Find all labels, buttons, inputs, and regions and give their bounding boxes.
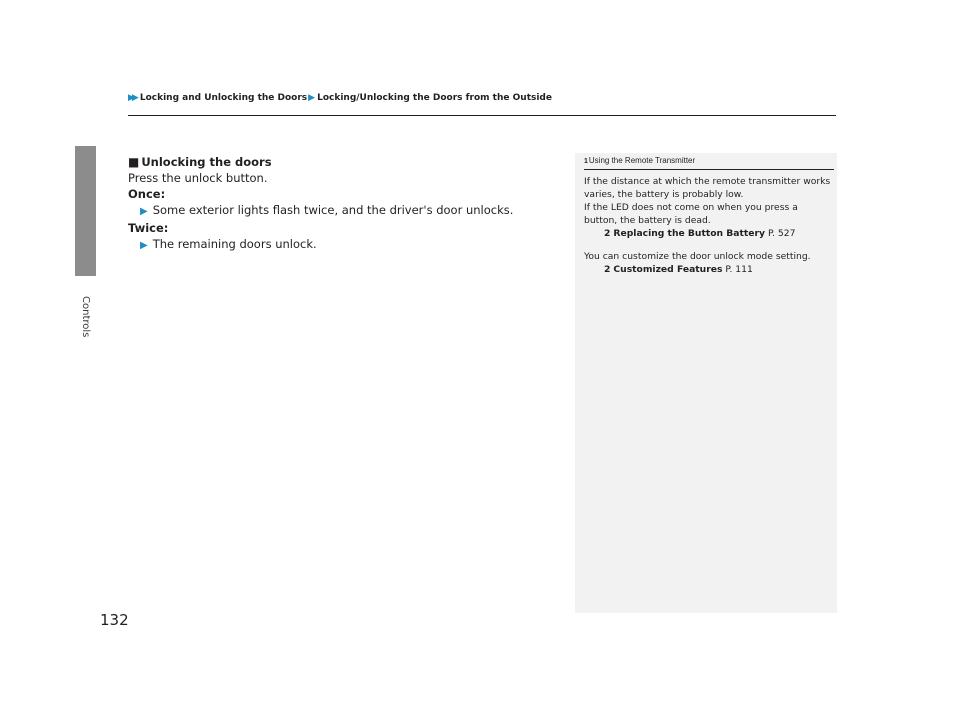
sidebar-line: You can customize the door unlock mode setting.: [584, 251, 811, 262]
main-content: [128, 154, 558, 254]
sidebar-body: [584, 175, 834, 276]
reference-page: P. 111: [725, 264, 753, 275]
notes-sidebar: [575, 153, 837, 613]
section-heading-text: Unlocking the doors: [141, 155, 272, 169]
breadcrumb: [128, 93, 552, 103]
reference-page: P. 527: [767, 228, 796, 239]
once-result-text: Some exterior lights flash twice, and the driver's door unlocks.: [152, 203, 514, 217]
header-divider: [128, 115, 836, 116]
triangle-arrow-icon: ▶: [140, 206, 148, 217]
double-arrow-icon: ▶▶: [128, 93, 136, 103]
intro-text: Press the unlock button.: [128, 171, 268, 185]
breadcrumb-item[interactable]: Locking/Unlocking the Doors from the Outside: [317, 93, 552, 103]
once-label: Once:: [128, 187, 166, 201]
sidebar-title-text: Using the Remote Transmitter: [588, 156, 696, 165]
section-tab-label: Controls: [80, 296, 91, 338]
reference-title: Customized Features: [613, 264, 723, 275]
once-result: [128, 202, 558, 220]
twice-result: [128, 236, 558, 254]
sidebar-line: button, the battery is dead.: [584, 215, 711, 226]
reference-link-customized[interactable]: [584, 263, 834, 276]
sidebar-line: If the distance at which the remote transmitter works: [584, 176, 831, 187]
sidebar-line: If the LED does not come on when you press a: [584, 202, 798, 213]
sidebar-line: varies, the battery is probably low.: [584, 189, 744, 200]
note-number: 1: [584, 158, 588, 165]
breadcrumb-item[interactable]: Locking and Unlocking the Doors: [139, 93, 308, 103]
reference-icon: 2: [604, 228, 611, 239]
reference-icon: 2: [604, 264, 611, 275]
square-bullet-icon: ■: [128, 155, 140, 169]
section-tab: [75, 146, 96, 276]
twice-result-text: The remaining doors unlock.: [152, 237, 317, 251]
arrow-icon: ▶: [308, 93, 316, 103]
sidebar-title: [584, 156, 695, 165]
twice-label: Twice:: [128, 221, 169, 235]
sidebar-divider: [584, 169, 834, 170]
page-number: 132: [100, 611, 129, 629]
reference-link-battery[interactable]: [584, 227, 834, 240]
reference-title: Replacing the Button Battery: [613, 228, 766, 239]
triangle-arrow-icon: ▶: [140, 240, 148, 251]
section-heading: [128, 154, 558, 170]
